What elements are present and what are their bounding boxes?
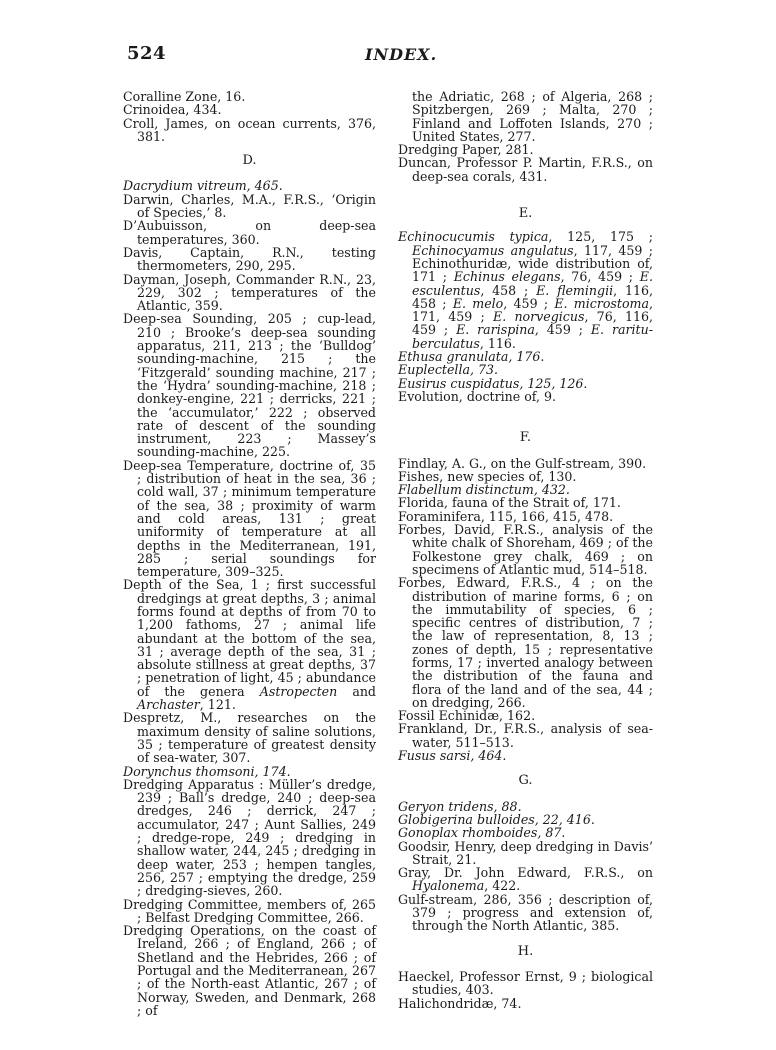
index-entry: Haeckel, Professor Ernst, 9 ; biological studies, 403. [398,968,653,998]
index-entry: Halichondridæ, 74. [398,995,522,1011]
index-entry: Crinoidea, 434. [123,102,222,118]
index-entry: Findlay, A. G., on the Gulf-stream, 390. [398,455,647,471]
index-entry: Deep-sea Temperature, doctrine of, 35 ; distribution of heat in the sea, 36 ; cold wall, 37 ; minimum temperature of the sea, 38 ; proximity of warm and cold areas, 131 ; great uniformity of temperature at all depths in the Mediterranean, 191, 285 ; serial soundings for temperature, 309–325. [123,457,376,580]
index-entry: Deep-sea Sounding, 205 ; cup-lead, 210 ; Brooke’s deep-sea sounding apparatus, 211, 213 ; the ‘Bulldog’ sounding-machine, 215 ; the ‘Fitzgerald’ sounding machine, 217 ; the ‘Hydra’ sounding-machine, 218 ; donkey-engine, 221 ; derricks, 221 ; the ‘accumulator,’ 222 ; observed rate of descent of the sounding instrument, 223 ; Massey’s sounding-machine, 225. [123,311,376,460]
index-entry: Croll, James, on ocean currents, 376, 381. [123,115,376,144]
running-title: INDEX. [365,45,438,64]
section-letter-d: D. [242,153,257,169]
section-letter-e: E. [518,206,533,222]
index-entry: Fossil Echinidæ, 162. [398,708,536,724]
index-entry: Dredging Committee, members of, 265 ; Belfast Dredging Committee, 266. [123,896,376,925]
index-entry: Gulf-stream, 286, 356 ; description of, 379 ; progress and extension of, through the North Atlantic, 385. [398,891,653,934]
index-entry: Fusus sarsi, 464. [398,748,507,764]
index-entry: Duncan, Professor P. Martin, F.R.S., on deep-sea corals, 431. [398,155,653,184]
index-entry: Foraminifera, 115, 166, 415, 478. [398,508,614,524]
index-entry: Dacrydium vitreum, 465. [123,178,283,194]
index-entry: Euplectella, 73. [398,362,499,378]
index-entry: Dredging Paper, 281. [398,142,534,158]
index-entry: Coralline Zone, 16. [123,89,246,104]
section-letter-f: F. [519,430,532,446]
index-entry: Forbes, David, F.R.S., analysis of the white chalk of Shoreham, 469 ; of the Folkestone grey chalk, 469 ; on specimens of Atlantic mud, 514–518. [398,522,653,577]
index-entry: Dayman, Joseph, Commander R.N., 23, 229, 302 ; temperatures of the Atlantic, 359. [123,271,376,314]
index-entry: Dorynchus thomsoni, 174. [123,763,291,779]
index-entry: Gray, Dr. John Edward, F.R.S., on Hyalonema, 422. [398,865,653,894]
section-letter-g: G. [518,773,533,789]
index-entry: Florida, fauna of the Strait of, 171. [398,495,621,511]
index-entry: Frankland, Dr., F.R.S., analysis of sea-water, 511–513. [398,721,653,750]
index-entry: Ethusa granulata, 176. [398,349,545,365]
index-entry: Flabellum distinctum, 432. [398,482,570,498]
index-entry: Depth of the Sea, 1 ; first successful dredgings at great depths, 3 ; animal forms found at depths of from 70 to 1,200 fathoms, 27 ; animal life abundant at the bottom of the sea, 31 ; average depth of the sea, 31 ; absolute stillness at great depths, 37 ; penetration of light, 45 ; abundance of the genera Astropecten and Archaster, 121. [123,577,376,713]
index-entry: Geryon tridens, 88. [398,798,522,814]
index-entry: Forbes, Edward, F.R.S., 4 ; on the distribution of marine forms, 6 ; on the immutability of species, 6 ; specific centres of distribution, 7 ; the law of representation, 8, 13 ; zones of depth, 15 ; representative forms, 17 ; inverted analogy between the distribution of the fauna and flora of the land and of the sea, 44 ; on dredging, 266. [398,575,653,710]
index-entry: Darwin, Charles, M.A., F.R.S., ‘Origin of Species,’ 8. [123,191,376,221]
index-entry: Gonoplax rhomboides, 87. [398,825,566,841]
index-entry: Eusirus cuspidatus, 125, 126. [398,375,588,391]
index-entry: Despretz, M., researches on the maximum density of saline solutions, 35 ; temperature of greatest density of sea-water, 307. [123,710,376,766]
index-entry: Evolution, doctrine of, 9. [398,388,557,404]
index-entry: Dredging Operations, on the coast of Ireland, 266 ; of England, 266 ; of Shetland and the Hebrides, 266 ; of Portugal and the Mediterranean, 267 ; of the North-east Atlantic, 267 ; of Norway, Sweden, and Denmark, 268 ; of [123,923,376,1018]
index-entry: Fishes, new species of, 130. [398,468,577,484]
index-entry: Goodsir, Henry, deep dredging in Davis’ Strait, 21. [398,838,653,867]
index-entry: Globigerina bulloides, 22, 416. [398,811,595,827]
section-letter-h: H. [517,943,534,959]
index-entry: Dredging Apparatus : Müller’s dredge, 239 ; Ball’s dredge, 240 ; deep-sea dredges, 246 ; derrick, 247 ; accumulator, 247 ; Aunt Sallies, 249 ; dredge-rope, 249 ; dredging in shallow water, 244, 245 ; dredging in deep water, 253 ; hempen tangles, 256, 257 ; emptying the dredge, 259 ; dredging-sieves, 260. [123,776,376,899]
index-entry: Echinocucumis typica, 125, 175 ; Echinocyamus angulatus, 117, 459 ; Echinothuridæ, wide distribution of, 171 ; Echinus elegans, 76, 459 ; E. esculentus, 458 ; E. flemingii, 116, 458 ; E. melo, 459 ; E. microstoma, 171, 459 ; E. norvegicus, 76, 116, 459 ; E. rarispina, 459 ; E. rarituberculatus, 116. [398,229,653,351]
index-entry: D’Aubuisson, on deep-sea temperatures, 360. [123,218,376,247]
page-number: 524 [127,43,167,64]
left-column [123,90,376,1017]
right-column [398,90,653,1010]
page-header [0,43,776,71]
index-entry-continued: the Adriatic, 268 ; of Algeria, 268 ; Spitzbergen, 269 ; Malta, 270 ; Finland and Loffoten Islands, 270 ; United States, 277. [412,89,653,144]
index-entry: Davis, Captain, R.N., testing thermometers, 290, 295. [123,244,376,274]
